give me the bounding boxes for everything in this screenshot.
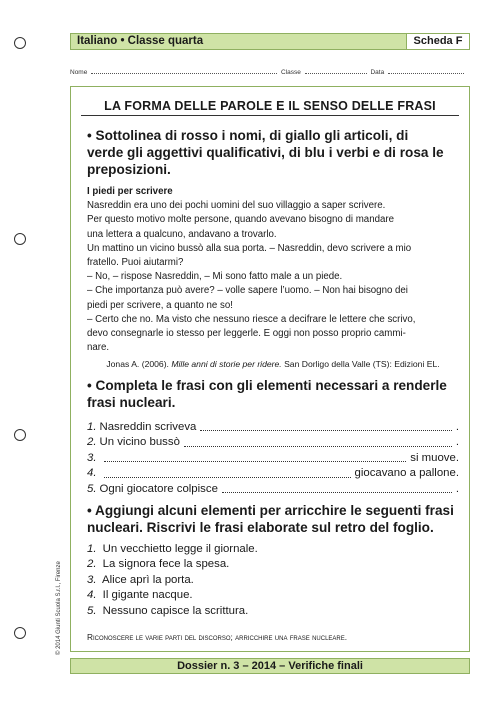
item-number: 5. [87,604,97,617]
item-number: 5. [87,482,97,495]
worksheet [70,86,470,652]
answer-field[interactable] [200,420,451,431]
story-line: devo consegnarle io stesso per leggerle. E oggi non posso proprio cammi- [87,328,406,340]
exercise-row [87,542,459,557]
story-line: – Certo che no. Ma visto che nessuno riesce a decifrare le lettere che scrivo, [87,313,416,325]
exercise-row [87,420,459,435]
item-text: La signora fece la spesa. [102,558,230,571]
answer-field[interactable] [104,466,351,477]
item-number: 3. [87,451,97,464]
exercise-row [87,604,459,619]
exercise-3 [87,542,459,619]
item-text: Nessuno capisce la scrittura. [102,604,249,617]
nome-label: Nome [70,69,88,76]
instruction-3 [87,502,457,536]
story [87,185,459,372]
exercise-row [87,588,459,603]
data-field[interactable] [388,67,464,74]
instruction-line: verde gli aggettivi qualificativi, di blu i verbi e di rosa le [87,145,444,160]
header-bar [70,33,470,50]
item-text: Ogni giocatore colpisce [99,482,218,495]
item-number: 1. [87,543,97,555]
item-text: Un vecchietto legge il giornale. [102,543,258,555]
instruction-line: • Aggiungi alcuni elementi per arricchire le seguenti frasi [87,503,454,518]
item-end: . [455,421,459,433]
exercise-row [87,435,459,450]
answer-field[interactable] [104,451,407,462]
binder-hole [14,429,26,441]
binder-hole [14,627,26,639]
story-line: piedi per scrivere, a quanto ne so! [87,299,233,311]
footer-bar: Dossier n. 3 – 2014 – Verifiche finali [70,658,470,674]
instruction-line: • Sottolinea di rosso i nomi, di giallo gli articoli, di [87,128,409,143]
story-line: – Che importanza può avere? – volle sapere l’uomo. – Non hai bisogno dei [87,285,408,297]
instruction-line: frasi nucleari. [87,395,176,410]
item-end: si muove. [410,451,459,464]
answer-field[interactable] [222,482,452,493]
item-text: Alice aprì la porta. [102,573,194,586]
title-divider [81,115,459,116]
item-end: giocavano a pallone. [354,467,459,480]
story-line: fratello. Puoi aiutarmi? [87,257,184,269]
classe-label: Classe [280,69,301,76]
story-line: Per questo motivo molte persone, quando avevano bisogno di mandare [87,214,394,226]
worksheet-title: LA FORMA DELLE PAROLE E IL SENSO DELLE FRASI [104,99,436,113]
credit-author: Jonas A. (2006). [106,359,169,370]
instruction-1 [87,127,457,178]
exercise-row [87,573,459,588]
item-number: 1. [87,421,97,433]
story-line: – No, – rispose Nasreddin, – Mi sono fatto male a un piede. [87,271,343,283]
story-line: Un mattino un vicino bussò alla sua porta. – Nasreddin, devo scrivere a mio [87,242,412,254]
copyright: © 2014 Giunti Scuola S.r.l., Firenze [56,561,62,655]
story-line: una lettera a qualcuno, andavano a trovarlo. [87,228,277,240]
classe-field[interactable] [305,67,367,74]
exercise-row [87,466,459,481]
binder-hole [14,233,26,245]
exercise-row [87,451,459,466]
item-text: Un vicino bussò [99,436,180,449]
binder-hole [14,37,26,49]
data-label: Data [370,69,385,76]
learning-goal: Riconoscere le varie parti del discorso; arricchire una frase nucleare. [87,632,348,642]
item-end: . [455,482,459,495]
exercise-row [87,557,459,572]
instruction-line: nucleari. Riscrivi le frasi elaborate sul retro del foglio. [87,520,434,535]
story-credit [87,357,459,371]
name-row [70,67,470,76]
answer-field[interactable] [184,435,452,446]
credit-publisher: San Dorligo della Valle (TS): Edizioni EL. [284,359,440,370]
item-number: 4. [87,589,97,602]
item-text: Nasreddin scriveva [99,421,197,433]
subject-label: Italiano • Classe quarta [77,35,204,47]
item-end: . [455,436,459,449]
item-number: 2. [87,558,97,571]
item-number: 4. [87,467,97,480]
scheda-label: Scheda F [406,34,469,49]
story-title: I piedi per scrivere [87,186,173,197]
credit-book: Mille anni di storie per ridere. [171,359,282,370]
instruction-line: • Completa le frasi con gli elementi necessari a renderle [87,378,447,393]
item-number: 2. [87,436,97,449]
nome-field[interactable] [91,67,277,74]
instruction-2 [87,377,457,411]
exercise-row [87,482,459,497]
item-text: Il gigante nacque. [102,589,193,602]
story-line: Nasreddin era uno dei pochi uomini del suo villaggio a saper scrivere. [87,200,386,212]
item-number: 3. [87,573,97,586]
instruction-line: preposizioni. [87,162,171,177]
exercise-2 [87,420,459,497]
story-line: nare. [87,342,110,354]
